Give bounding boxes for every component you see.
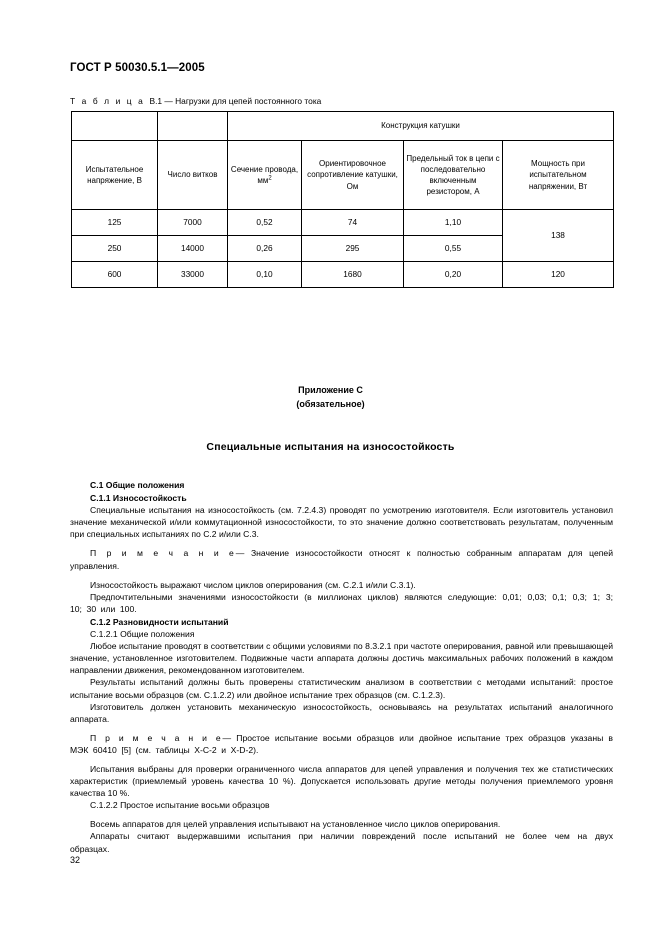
table-caption-number: В.1 [149, 96, 163, 106]
loads-table-container [71, 111, 613, 288]
cell-limit-current: 0,20 [404, 262, 503, 288]
table-group-header-row [72, 112, 614, 141]
column-header-wire-section [228, 141, 302, 210]
paragraph-c121-3: Изготовитель должен установить механическую износостойкость, основываясь на результатах испытаний аналогичного аппарата. [70, 701, 613, 724]
column-header-superscript: 2 [268, 175, 272, 182]
table-row [72, 210, 614, 236]
appendix-header [0, 383, 661, 411]
paragraph-c11-2: Износостойкость выражают числом циклов оперирования (см. С.2.1 и/или С.3.1). [90, 579, 416, 590]
paragraph-c122-2: Аппараты считают выдержавшими испытания при наличии повреждений после испытаний не более чем на двух образцах. [70, 831, 613, 854]
section-heading-c12: С.1.2 Разновидности испытаний [90, 616, 229, 627]
note-text: — Простое испытание восьми образцов или двойное испытание трех образцов указаны в МЭК 60410 [5] (см. таблицы Х-С-2 и Х-D-2). [70, 732, 613, 755]
paragraph-c11-1: Специальные испытания на износостойкость (см. 7.2.4.3) проводят по усмотрению изготовителя. Если изготовитель установил значение механической и/или коммутационной износостойкости, то это значение должно соответствовать результатам, полученным при специальных испытаниях по С.2 и/или С.3. [70, 505, 613, 540]
table-corner-cell [72, 112, 158, 141]
cell-turns: 7000 [158, 210, 228, 236]
note-c121 [70, 732, 613, 756]
note-c11 [70, 547, 613, 571]
cell-turns: 14000 [158, 236, 228, 262]
table-caption-label: Т а б л и ц а [70, 96, 145, 106]
column-header-resistance: Ориентировочное сопротивление катушки, Ом [302, 141, 404, 210]
table-caption-text: — Нагрузки для цепей постоянного тока [164, 96, 322, 106]
column-header-turns: Число витков [158, 141, 228, 210]
paragraph-c121-1: Любое испытание проводят в соответствии с общими условиями по 8.3.2.1 при частоте оперирования, равной или превышающей значение, установленное изготовителем. Подвижные части аппарата должны достичь максимальных рабочих положений в каждом направлении движения, рекомендованном изготовителем. [70, 641, 613, 676]
table-row [72, 262, 614, 288]
document-running-head: ГОСТ Р 50030.5.1—2005 [70, 62, 205, 74]
section-heading-c122: С.1.2.2 Простое испытание восьми образцов [90, 800, 270, 811]
cell-wire-section: 0,26 [228, 236, 302, 262]
appendix-title: Специальные испытания на износостойкость [206, 441, 455, 453]
column-header-power: Мощность при испытательном напряжении, Вт [503, 141, 614, 210]
table-group-header: Конструкция катушки [228, 112, 614, 141]
cell-test-voltage: 125 [72, 210, 158, 236]
paragraph-c121-4: Испытания выбраны для проверки ограниченного числа аппаратов для цепей управления и получения тех же статистических характеристик (приемлемый уровень качества 10 %). Допускается использовать другие методы получения приемлемого уровня качества 10 %. [70, 763, 613, 799]
note-text: — Значение износостойкости относят к полностью собранным аппаратам для цепей управления. [70, 548, 614, 571]
cell-limit-current: 0,55 [404, 236, 503, 262]
cell-resistance: 1680 [302, 262, 404, 288]
cell-turns: 33000 [158, 262, 228, 288]
cell-wire-section: 0,10 [228, 262, 302, 288]
table-header-row [72, 141, 614, 210]
section-heading-c11: С.1.1 Износостойкость [90, 493, 187, 504]
document-body [70, 478, 613, 855]
column-header-limit-current: Предельный ток в цепи с последовательно включенным резистором, А [404, 141, 503, 210]
page-number: 32 [70, 855, 81, 865]
cell-power: 120 [503, 262, 614, 288]
loads-table [71, 111, 614, 288]
note-label: П р и м е ч а н и е [90, 732, 223, 743]
table-caption [70, 96, 321, 106]
section-heading-c121: С.1.2.1 Общие положения [90, 629, 195, 640]
cell-resistance: 74 [302, 210, 404, 236]
paragraph-c11-3: Предпочтительными значениями износостойкости (в миллионах циклов) являются следующие: 0,01; 0,03; 0,1; 0,3; 1; 3; 10; 30 или 100. [70, 591, 613, 614]
section-heading-c1: С.1 Общие положения [90, 480, 185, 490]
paragraph-c121-2: Результаты испытаний должны быть проверены статистическим анализом в соответствии с методами испытаний: простое испытание восьми образцов (см. С.1.2.2) или двойное испытание трех образцов (см. С.1.2.3). [70, 677, 613, 700]
cell-resistance: 295 [302, 236, 404, 262]
note-label: П р и м е ч а н и е [90, 548, 236, 559]
appendix-status: (обязательное) [296, 399, 365, 409]
cell-wire-section: 0,52 [228, 210, 302, 236]
column-header-wire-section-text: Сечение провода, мм [230, 164, 299, 185]
table-corner-cell [158, 112, 228, 141]
column-header-test-voltage: Испытательное напряжение, В [72, 141, 158, 210]
appendix-label: Приложение С [298, 385, 363, 395]
cell-power-merged: 138 [503, 210, 614, 262]
cell-test-voltage: 250 [72, 236, 158, 262]
paragraph-c122-1: Восемь аппаратов для целей управления испытывают на установленное число циклов оперирования. [90, 819, 501, 830]
cell-test-voltage: 600 [72, 262, 158, 288]
cell-limit-current: 1,10 [404, 210, 503, 236]
